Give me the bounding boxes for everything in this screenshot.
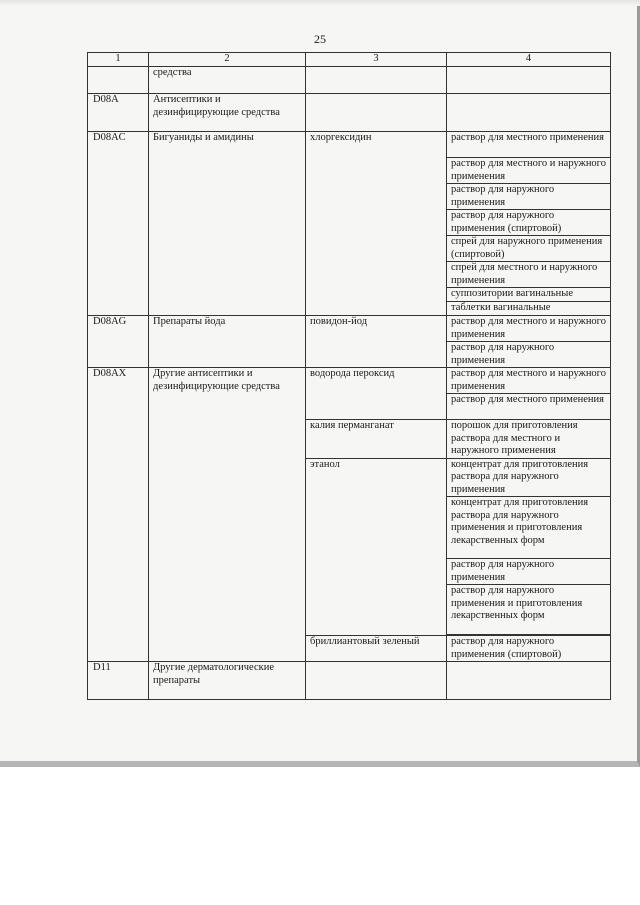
header-col-3: 3 (306, 53, 447, 67)
code-cell (88, 67, 149, 94)
table-row-d08ax (88, 368, 611, 394)
drug-cell: этанол (306, 458, 447, 636)
form-cell: раствор для наружного применения (спиртовой) (447, 636, 611, 662)
scan-shadow (0, 0, 640, 6)
form-cell: концентрат для приготовления раствора для наружного применения и приготовления лекарственных форм (447, 497, 611, 559)
form-cell: раствор для наружного применения (447, 184, 611, 210)
group-name-cell: средства (149, 67, 306, 94)
form-cell: раствор для местного и наружного применения (447, 316, 611, 342)
code-cell: D08AG (88, 316, 149, 368)
header-col-1: 1 (88, 53, 149, 67)
group-name-cell: Другие дерматологические препараты (149, 662, 306, 700)
form-cell: раствор для наружного применения (447, 342, 611, 368)
drug-cell: бриллиантовый зеленый (306, 636, 447, 662)
table-row-continuation (88, 67, 611, 94)
table-row-d11 (88, 662, 611, 700)
code-cell: D11 (88, 662, 149, 700)
form-cell: раствор для наружного применения (447, 559, 611, 585)
drug-cell (306, 662, 447, 700)
drug-cell: хлоргексидин (306, 132, 447, 316)
form-cell: порошок для приготовления раствора для местного и наружного применения (447, 420, 611, 459)
form-cell: концентрат для приготовления раствора для наружного применения (447, 458, 611, 497)
header-col-4: 4 (447, 53, 611, 67)
code-cell: D08AX (88, 368, 149, 662)
drug-cell (306, 94, 447, 132)
form-cell: раствор для местного применения (447, 394, 611, 420)
drug-cell: водорода пероксид (306, 368, 447, 420)
group-name-cell: Другие антисептики и дезинфицирующие средства (149, 368, 306, 662)
group-name-cell: Бигуаниды и амидины (149, 132, 306, 316)
code-cell: D08AC (88, 132, 149, 316)
group-name-cell: Антисептики и дезинфицирующие средства (149, 94, 306, 132)
form-cell: раствор для местного и наружного применения (447, 158, 611, 184)
page-number: 25 (314, 32, 326, 46)
drug-cell (306, 67, 447, 94)
form-cell (447, 67, 611, 94)
drug-cell: повидон-йод (306, 316, 447, 368)
code-cell: D08A (88, 94, 149, 132)
header-row (88, 53, 611, 67)
group-name-cell: Препараты йода (149, 316, 306, 368)
drug-table (87, 52, 611, 700)
form-cell: раствор для наружного применения и приготовления лекарственных форм (447, 585, 611, 635)
form-cell: спрей для наружного применения (спиртовой) (447, 236, 611, 262)
table-row-d08a (88, 94, 611, 132)
form-cell: таблетки вагинальные (447, 302, 611, 316)
form-cell (447, 94, 611, 132)
drug-cell: калия перманганат (306, 420, 447, 459)
form-cell: суппозитории вагинальные (447, 288, 611, 302)
form-cell: раствор для местного и наружного применения (447, 368, 611, 394)
table-row-d08ag (88, 316, 611, 342)
table-row-d08ac (88, 132, 611, 158)
form-cell: спрей для местного и наружного применения (447, 262, 611, 288)
header-col-2: 2 (149, 53, 306, 67)
form-cell (447, 662, 611, 700)
form-cell: раствор для местного применения (447, 132, 611, 158)
form-cell: раствор для наружного применения (спиртовой) (447, 210, 611, 236)
